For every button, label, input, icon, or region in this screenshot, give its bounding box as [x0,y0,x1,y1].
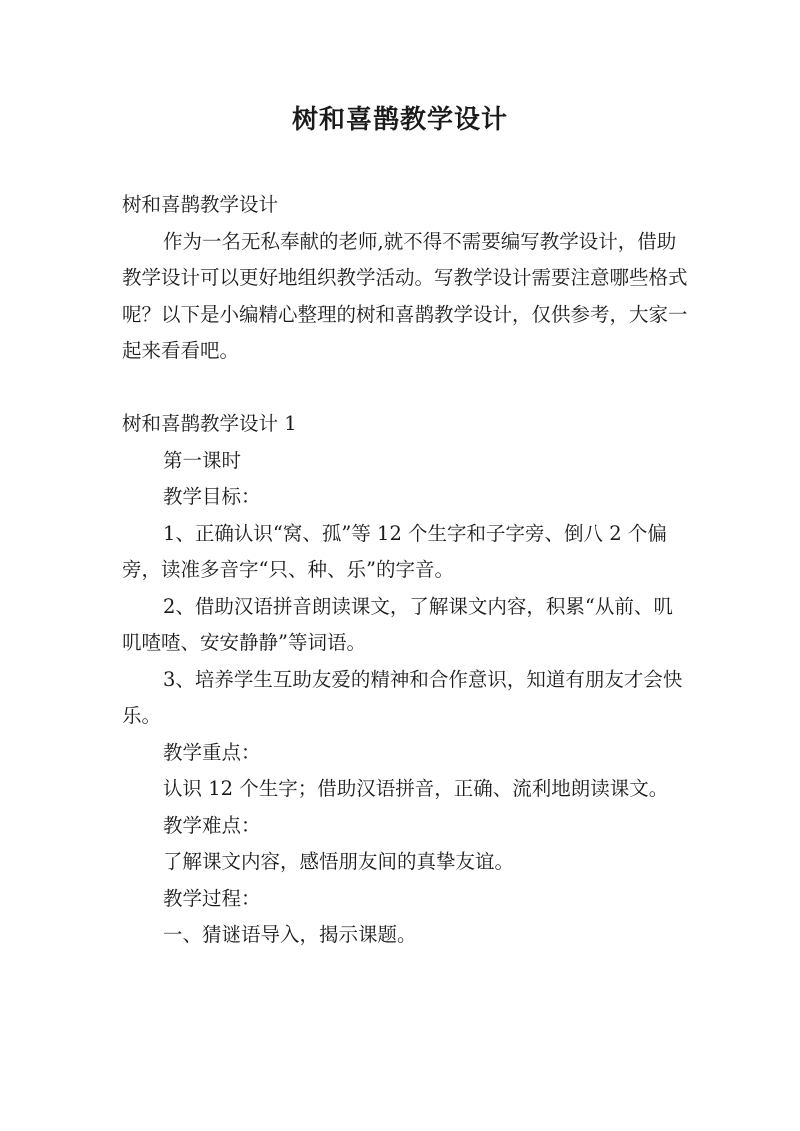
paragraph-objective-1: 1、正确认识“窝、孤”等 12 个生字和子字旁、倒八 2 个偏旁，读准多音字“只、种、乐”的字音。 [122,521,667,581]
paragraph-subtitle: 树和喜鹊教学设计 [122,193,279,216]
paragraph-process-heading: 教学过程： [163,886,261,910]
paragraph-key-points: 认识 12 个生字；借助汉语拼音，正确、流利地朗读课文。 [163,777,669,800]
paragraph-lesson: 第一课时 [163,448,242,472]
document-title: 树和喜鹊教学设计 [291,105,508,135]
paragraph-spacer [122,370,692,407]
paragraph-section-heading: 树和喜鹊教学设计 1 [122,412,297,435]
paragraph-process-step-1: 一、猜谜语导入，揭示课题。 [163,923,417,946]
paragraph-objective-2: 2、借助汉语拼音朗读课文，了解课文内容，积累“从前、叽叽喳喳、安安静静”等词语。 [122,594,673,654]
paragraph-objective-3: 3、培养学生互助友爱的精神和合作意识，知道有朋友才会快乐。 [122,667,683,727]
paragraph-objectives-heading: 教学目标： [163,485,261,508]
paragraph-intro: 作为一名无私奉献的老师,就不得不需要编写教学设计，借助教学设计可以更好地组织教学活动。写教学设计需要注意哪些格式呢？以下是小编精心整理的树和喜鹊教学设计，仅供参考，大家一起来看看吧。 [122,229,688,362]
document-body [122,187,692,954]
paragraph-key-points-heading: 教学重点： [163,740,261,764]
paragraph-difficulties-heading: 教学难点： [163,813,261,837]
paragraph-difficulties: 了解课文内容，感悟朋友间的真挚友谊。 [163,850,515,873]
